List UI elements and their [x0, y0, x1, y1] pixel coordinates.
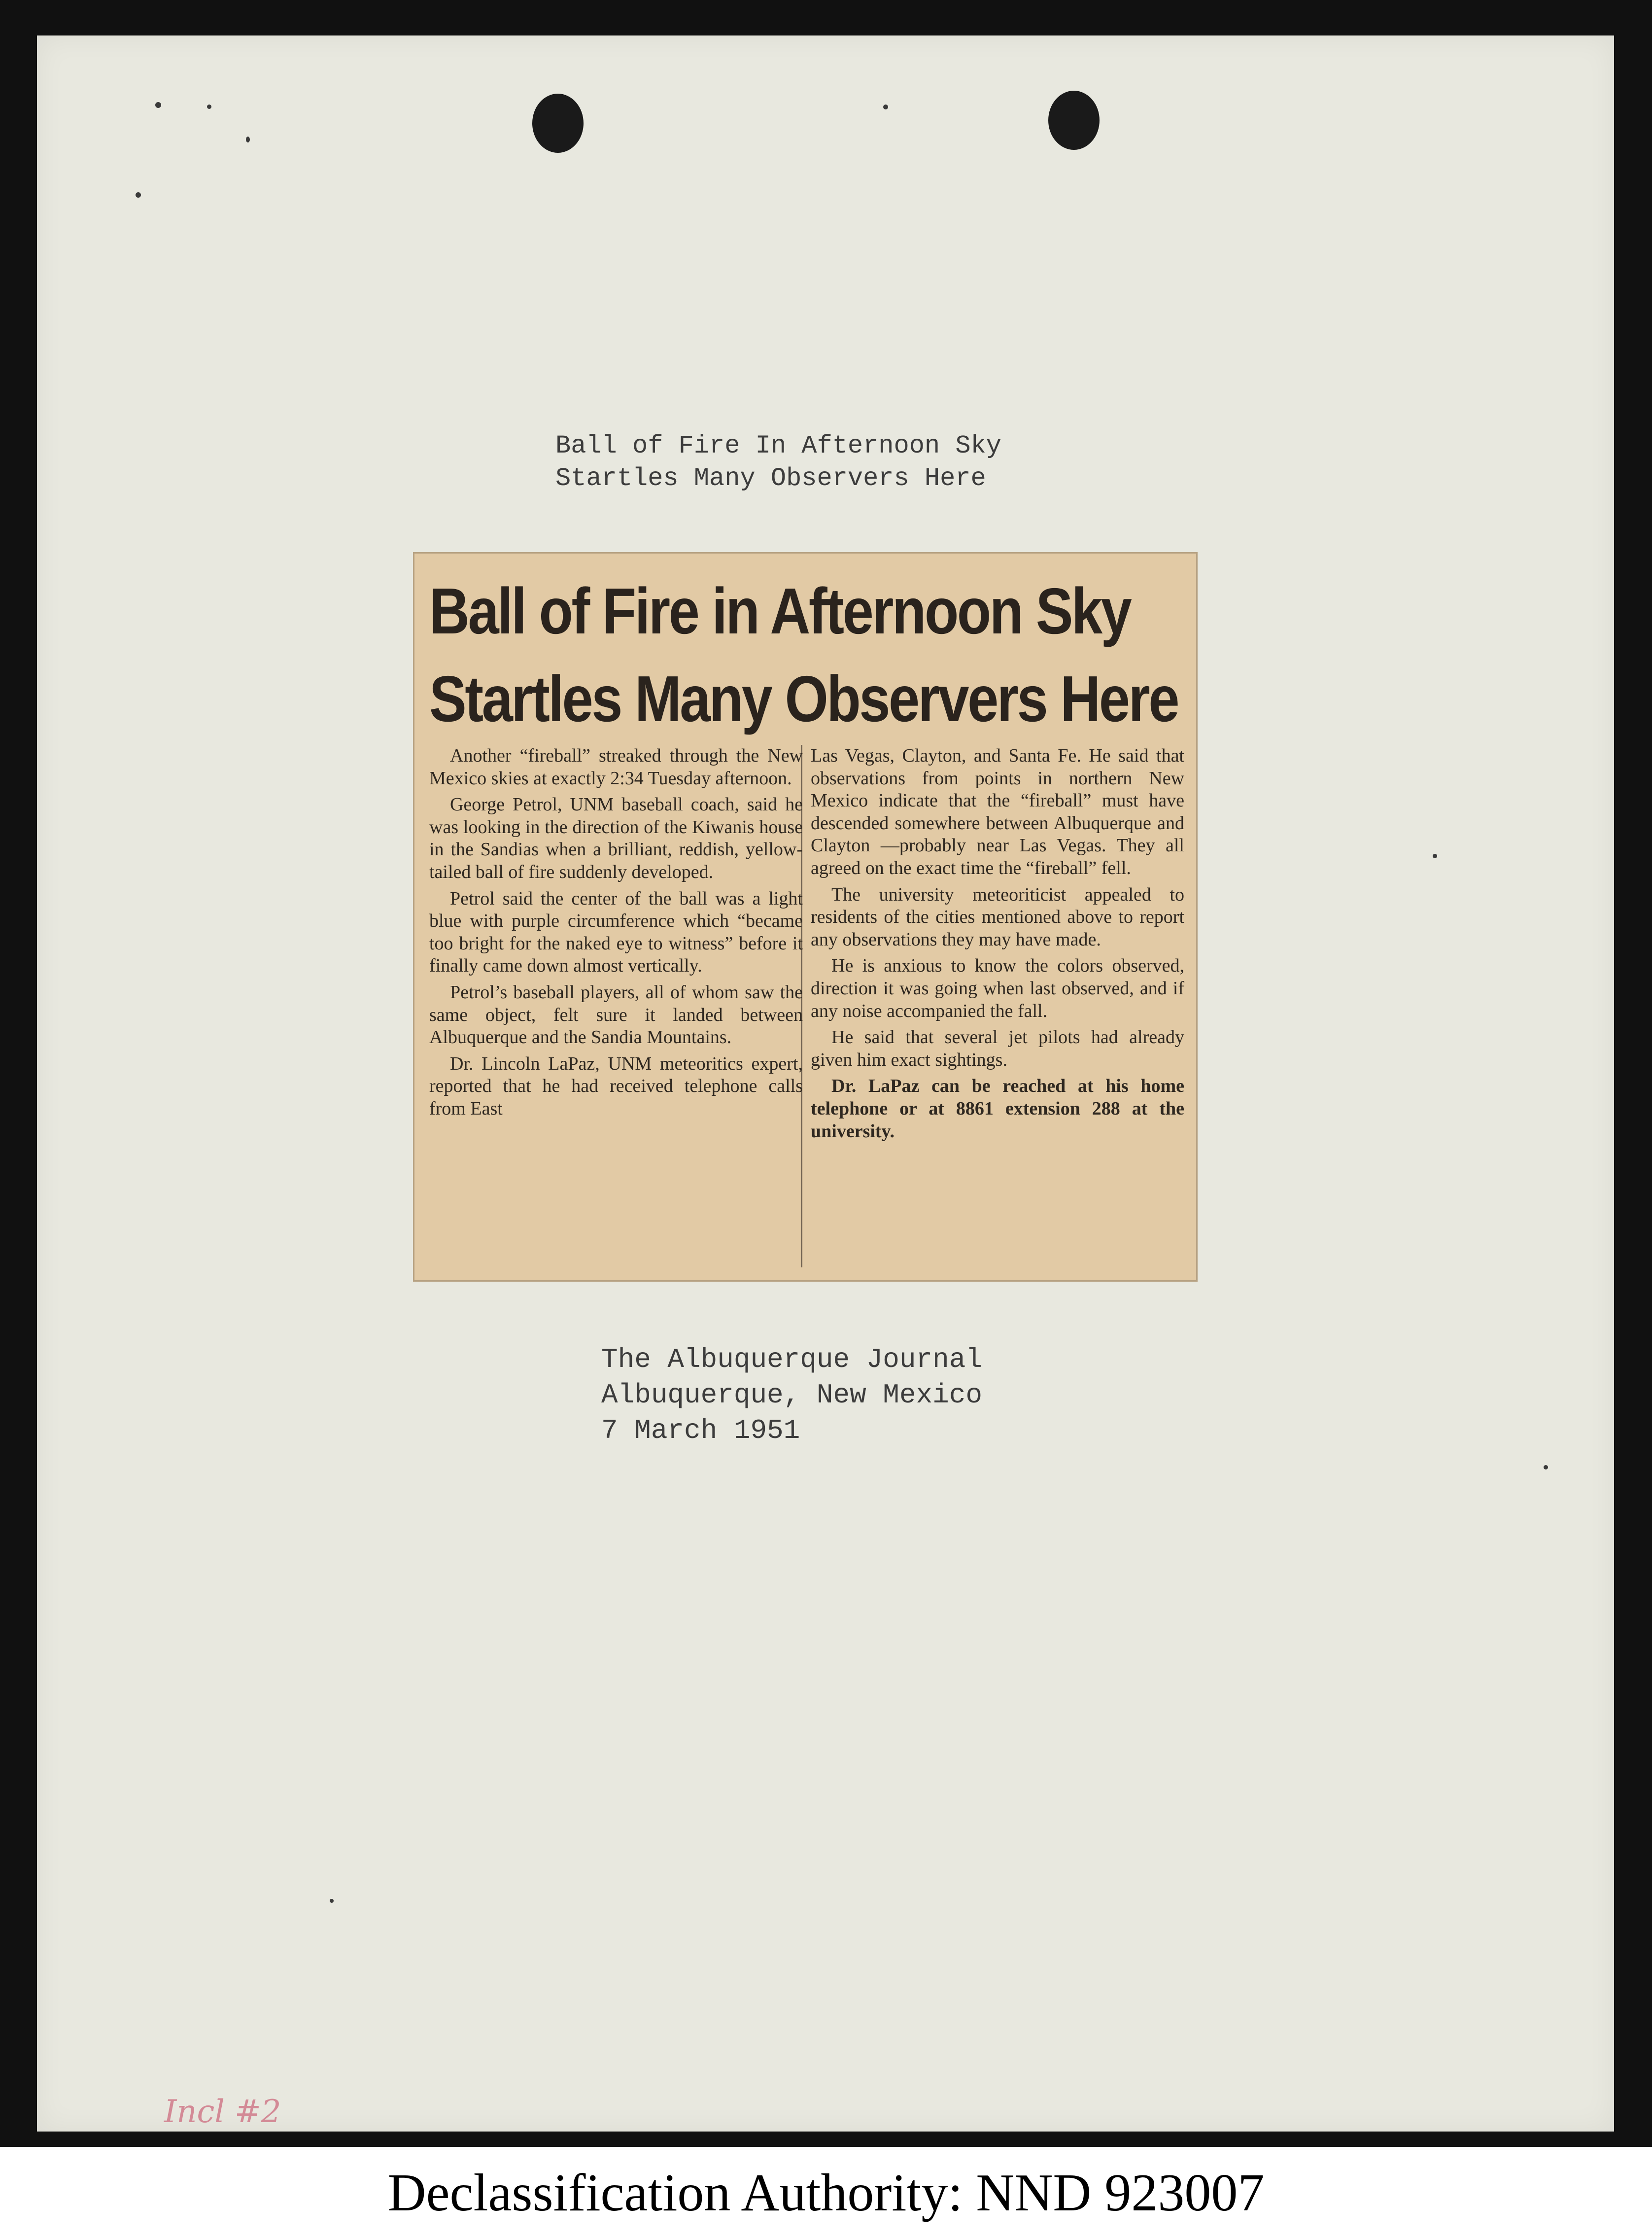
caption-line: Startles Many Observers Here: [555, 464, 986, 493]
punch-hole-left: [532, 94, 584, 153]
speck: [246, 137, 250, 142]
article-body: [429, 745, 1184, 1147]
clipping-headline: [429, 567, 1178, 743]
handwritten-note: Incl #2: [164, 2094, 281, 2130]
headline-line: Startles Many Observers Here: [429, 663, 1178, 735]
article-paragraph: Dr. Lincoln LaPaz, UNM meteoritics expert, reported that he had received telephone calls from East: [429, 1053, 803, 1119]
article-column-right: [811, 745, 1184, 1147]
declassification-authority: Declassification Authority: NND 923007: [387, 2164, 1265, 2222]
citation-line: 7 March 1951: [601, 1415, 800, 1446]
punch-hole-right: [1048, 91, 1100, 150]
speck: [1433, 854, 1437, 858]
article-paragraph: Las Vegas, Clayton, and Santa Fe. He said that observations from points in northern New Mexico indicate that the “fireball” must have descended somewhere between Albuquerque and Clayton —probably near Las Vegas. They all agreed on the exact time the “fireball” fell.: [811, 745, 1184, 878]
article-paragraph: Another “fireball” streaked through the New Mexico skies at exactly 2:34 Tuesday afternoon.: [429, 745, 803, 789]
speck: [155, 102, 161, 108]
speck: [330, 1899, 334, 1903]
article-paragraph: Petrol said the center of the ball was a light blue with purple circumference which “became too bright for the naked eye to witness” before it finally came down almost vertically.: [429, 888, 803, 977]
speck: [1544, 1465, 1548, 1469]
newspaper-clipping: [413, 552, 1198, 1282]
citation-line: The Albuquerque Journal: [601, 1344, 982, 1375]
article-paragraph: The university meteoriticist appealed to residents of the cities mentioned above to report any observations they may have made.: [811, 884, 1184, 950]
headline-line: Ball of Fire in Afternoon Sky: [429, 575, 1131, 647]
speck: [207, 105, 211, 109]
document-page: [37, 35, 1614, 2132]
declassification-footer: [0, 2147, 1652, 2238]
citation-line: Albuquerque, New Mexico: [601, 1379, 982, 1411]
typed-source-citation: [601, 1342, 982, 1448]
article-column-left: [429, 745, 803, 1147]
speck: [136, 192, 141, 198]
article-paragraph: He said that several jet pilots had already given him exact sightings.: [811, 1027, 1184, 1070]
article-paragraph: George Petrol, UNM baseball coach, said he was looking in the direction of the Kiwanis house in the Sandias when a brilliant, reddish, yellow-tailed ball of fire suddenly developed.: [429, 794, 803, 882]
article-paragraph: Dr. LaPaz can be reached at his home telephone or at 8861 extension 288 at the university.: [811, 1076, 1184, 1142]
article-paragraph: He is anxious to know the colors observed, direction it was going when last observed, and if any noise accompanied the fall.: [811, 955, 1184, 1021]
typed-caption-top: [555, 430, 1001, 495]
speck: [883, 105, 888, 109]
article-paragraph: Petrol’s baseball players, all of whom saw the same object, felt sure it landed between Albuquerque and the Sandia Mountains.: [429, 981, 803, 1048]
caption-line: Ball of Fire In Afternoon Sky: [555, 431, 1001, 460]
